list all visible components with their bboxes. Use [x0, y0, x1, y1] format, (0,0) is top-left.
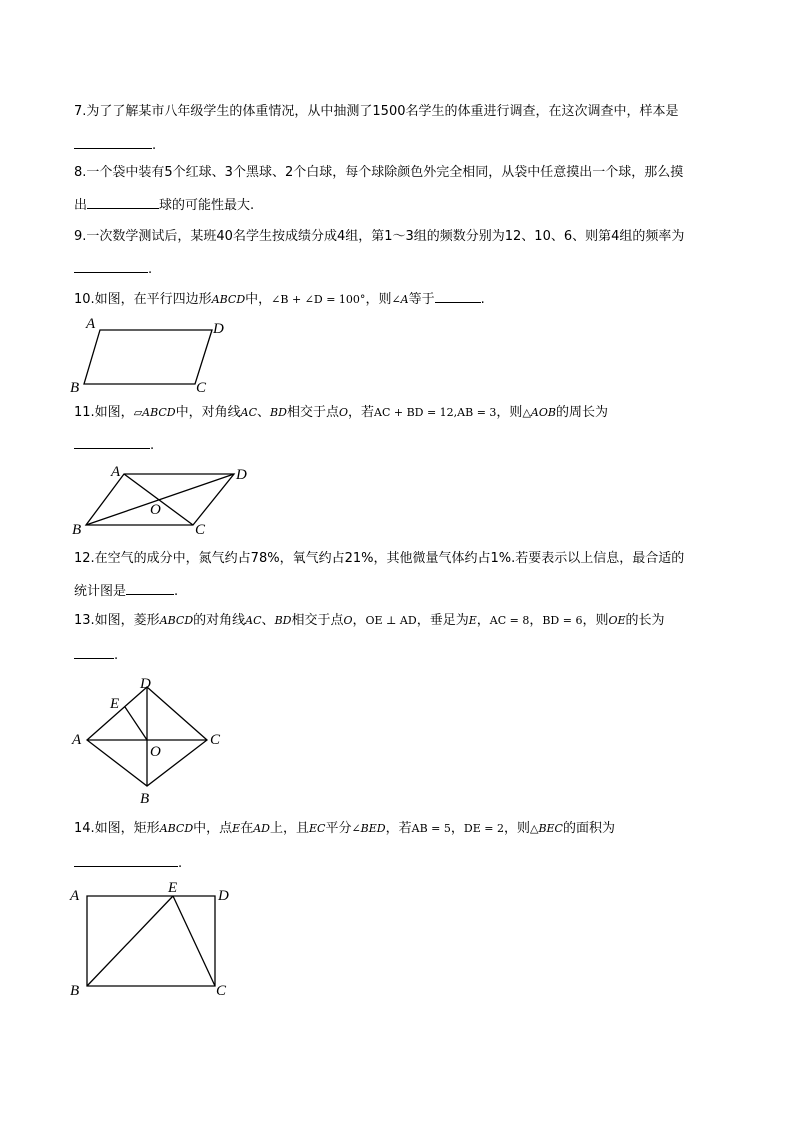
q11-label-b: B: [72, 522, 82, 538]
q13-label-b: B: [140, 791, 150, 807]
q11-parallelogram-figure: [60, 462, 260, 538]
q9-answer-line: [74, 260, 152, 279]
q14-label-c: C: [216, 983, 227, 999]
q14-segment-ec: [173, 896, 215, 986]
q10-label-c: C: [196, 380, 207, 396]
q11-label-d: D: [236, 467, 247, 483]
q10-parallelogram: [84, 330, 212, 384]
q14-label-b: B: [70, 983, 80, 999]
q7-blank[interactable]: [74, 136, 152, 149]
q14-segment-be: [87, 896, 173, 986]
q13-blank[interactable]: [74, 646, 114, 659]
q14-label-a: A: [70, 888, 80, 904]
q10-label-a: A: [86, 316, 96, 332]
q11-text: 11.如图，▱ABCD中，对角线AC、BD相交于点O，若AC + BD = 12,AB = 3，则△AOB的周长为: [74, 405, 608, 420]
q13-label-a: A: [72, 732, 82, 748]
q9-text: 9.一次数学测试后，某班40名学生按成绩分成4组，第1～3组的频数分别为12、10、6、则第4组的频率为: [74, 229, 685, 244]
q10-label-d: D: [213, 321, 224, 337]
q14-label-d: D: [218, 888, 229, 904]
q7-text: 7.为了了解某市八年级学生的体重情况，从中抽测了1500名学生的体重进行调查，在这次调查中，样本是: [74, 104, 679, 119]
q7-answer-line: [74, 136, 156, 155]
q13-label-e: E: [110, 696, 120, 712]
q8-blank[interactable]: [87, 196, 159, 209]
q11-label-c: C: [195, 522, 206, 538]
q10-label-b: B: [70, 380, 80, 396]
q14-rectangle: [87, 896, 215, 986]
q12-answer-line: 统计图是 .: [74, 584, 179, 599]
q14-text: 14.如图，矩形ABCD中，点E在AD上，且EC平分∠BED，若AB = 5，DE = 2，则△BEC的面积为: [74, 821, 615, 836]
q13-label-o: O: [150, 744, 161, 760]
q9-period: .: [148, 262, 153, 277]
q11-blank[interactable]: [74, 436, 150, 449]
q14-answer-line: .: [74, 854, 182, 873]
q7-period: .: [152, 138, 157, 153]
q11-label-o: O: [150, 502, 161, 518]
q14-label-e: E: [168, 880, 178, 896]
q13-text: 13.如图，菱形ABCD的对角线AC、BD相交于点O，OE ⊥ AD，垂足为E，AC = 8，BD = 6，则OE的长为: [74, 613, 665, 628]
q13-answer-line: .: [74, 646, 118, 665]
q10-text: 10.如图，在平行四边形ABCD中，∠B + ∠D = 100°，则∠A等于 .: [74, 292, 485, 307]
q12-text: 12.在空气的成分中，氮气约占78%，氧气约占21%，其他微量气体约占1%.若要表示以上信息，最合适的: [74, 551, 685, 566]
q11-answer-line: .: [74, 436, 154, 455]
q14-rectangle-figure: [60, 878, 250, 1002]
q8-answer-line: [74, 196, 254, 215]
q8-tail: 球的可能性最大.: [159, 198, 255, 213]
q10-blank[interactable]: [435, 290, 481, 303]
q11-label-a: A: [111, 464, 121, 480]
q13-segment-oe: [125, 707, 147, 740]
q9-blank[interactable]: [74, 260, 148, 273]
q12-blank[interactable]: [126, 582, 174, 595]
q13-label-d: D: [140, 676, 151, 692]
q10-parallelogram-figure: [60, 312, 240, 396]
q14-blank[interactable]: [74, 854, 178, 867]
q13-rhombus-figure: [60, 670, 240, 810]
q8-head: 出: [74, 198, 88, 213]
q13-label-c: C: [210, 732, 221, 748]
q8-text: 8.一个袋中装有5个红球、3个黑球、2个白球，每个球除颜色外完全相同，从袋中任意摸出一个球，那么摸: [74, 165, 684, 180]
